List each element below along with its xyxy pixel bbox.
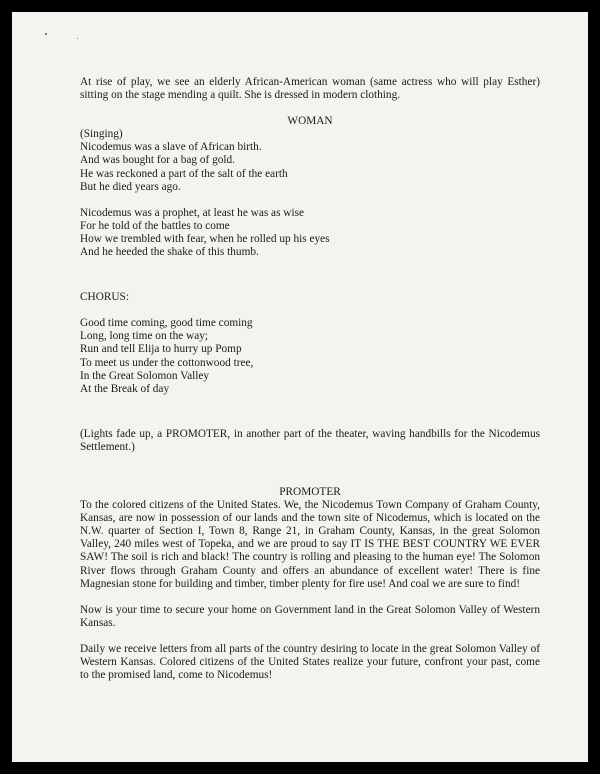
- intro-paragraph: At rise of play, we see an elderly African-American woman (same actress who will play Esther) sitting on the stage mending a quilt. She is dressed in modern clothing.: [80, 76, 540, 102]
- stage-direction: (Lights fade up, a PROMOTER, in another part of the theater, waving handbills for the Nicodemus Settlement.): [80, 427, 540, 453]
- chorus-line: Run and tell Elija to hurry up Pomp: [80, 343, 242, 356]
- document-page: [12, 12, 588, 762]
- promoter-paragraph: Now is your time to secure your home on Government land in the Great Solomon Valley of Western Kansas.: [80, 603, 540, 629]
- song-line: He was reckoned a part of the salt of the earth: [80, 167, 288, 180]
- chorus-line: To meet us under the cottonwood tree,: [80, 356, 254, 369]
- song-line: And was bought for a bag of gold.: [80, 154, 235, 167]
- song-line: For he told of the battles to come: [80, 219, 230, 232]
- song-line: Nicodemus was a slave of African birth.: [80, 141, 262, 154]
- chorus-line: Long, long time on the way;: [80, 330, 209, 343]
- woman-heading: WOMAN: [287, 115, 333, 128]
- chorus-heading: CHORUS:: [80, 291, 129, 304]
- chorus-line: Good time coming, good time coming: [80, 317, 253, 330]
- chorus-line: At the Break of day: [80, 382, 170, 395]
- paper-speck: [77, 38, 78, 39]
- singing-direction: (Singing): [80, 128, 123, 141]
- song-line: But he died years ago.: [80, 180, 181, 193]
- promoter-paragraph: To the colored citizens of the United States. We, the Nicodemus Town Company of Graham County, Kansas, are now in possession of our lands and the town site of Nicodemus, which is located on the N.W. quarter of Section I, Town 8, Range 21, in Graham County, Kansas, in the great Solomon Valley, 240 miles west of Topeka, and we are proud to say IT IS THE BEST COUNTRY WE EVER SAW! The soil is rich and black! The country is rolling and pleasing to the human eye! The Solomon River flows through Graham County and offers an abundance of excellent water! There is fine Magnesian stone for building and timber, timber plenty for fire use! And coal we are sure to find!: [80, 499, 540, 590]
- script-text: [80, 76, 540, 682]
- promoter-paragraph: Daily we receive letters from all parts of the country desiring to locate in the great Solomon Valley of Western Kansas. Colored citizens of the United States realize your future, confront your past, come to the promised land, come to Nicodemus!: [80, 642, 540, 682]
- paper-speck: [45, 33, 47, 35]
- song-line: And he heeded the shake of this thumb.: [80, 246, 259, 259]
- promoter-heading: PROMOTER: [279, 485, 341, 498]
- song-line: How we trembled with fear, when he rolled up his eyes: [80, 232, 330, 245]
- chorus-line: In the Great Solomon Valley: [80, 369, 210, 382]
- song-line: Nicodemus was a prophet, at least he was as wise: [80, 206, 304, 219]
